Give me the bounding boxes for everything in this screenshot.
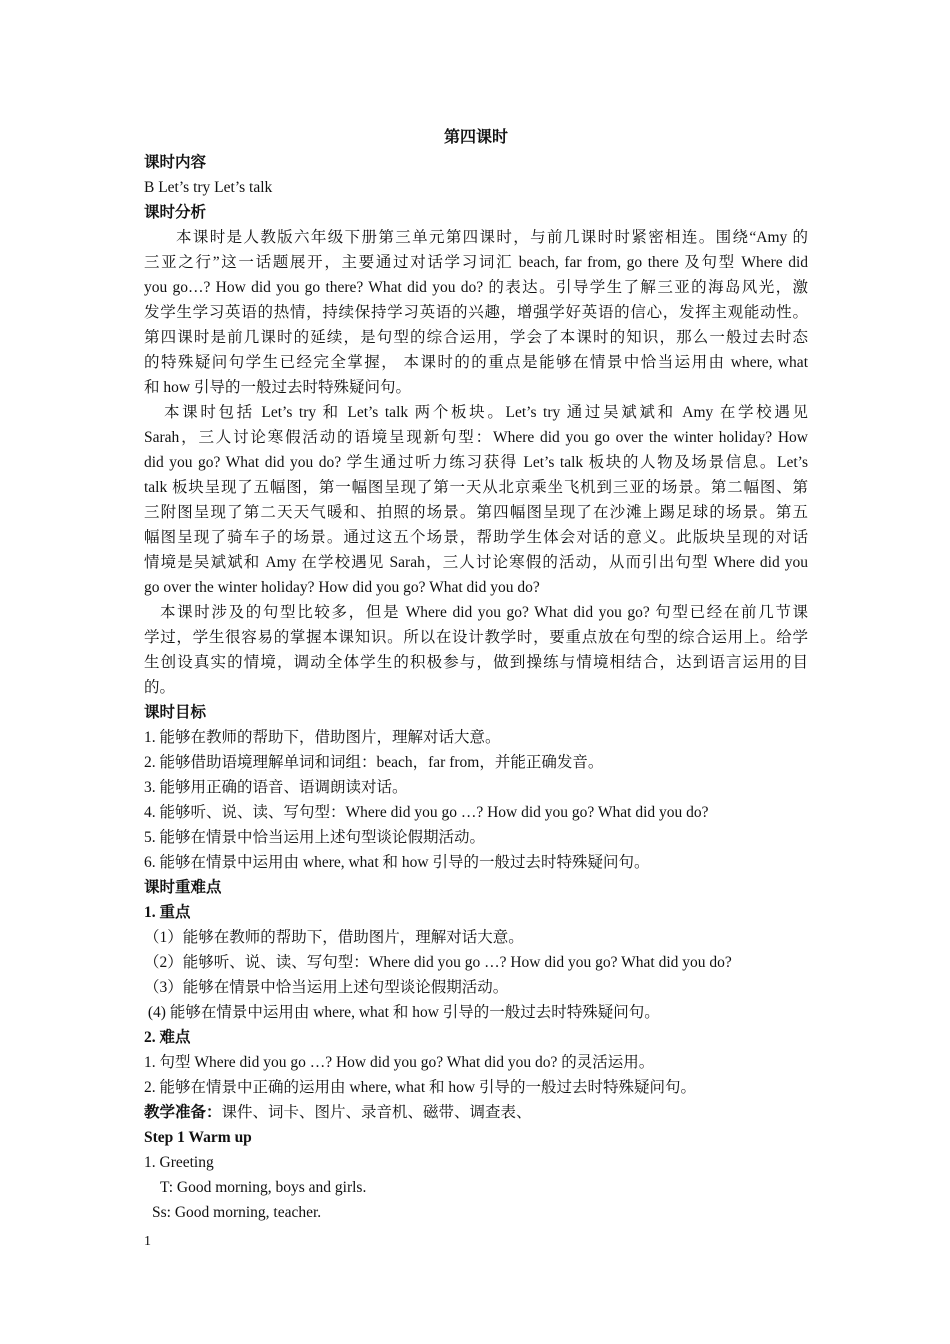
paragraph-line: you go…? How did you go there? What did you do? 的表达。引导学生了解三亚的海岛风光，激 <box>144 279 808 296</box>
key-heading: 1. 重点 <box>144 904 191 921</box>
paragraph-line: 和 how 引导的一般过去时特殊疑问句。 <box>144 379 411 396</box>
page-number: 1 <box>144 1234 151 1249</box>
key-point-item: （3）能够在情景中恰当运用上述句型谈论假期活动。 <box>144 979 509 996</box>
section-heading-goals: 课时目标 <box>144 704 207 721</box>
goal-item: 3. 能够用正确的语音、语调朗读对话。 <box>144 779 408 796</box>
section-heading-content: 课时内容 <box>144 154 207 171</box>
paragraph-line: 第四课时是前几课时的延续，是句型的综合运用，学会了本课时的知识，那么一般过去时态 <box>144 329 808 346</box>
paragraph-line: go over the winter holiday? How did you go? What did you do? <box>144 579 540 596</box>
dialog-line: T: Good morning, boys and girls. <box>160 1179 367 1196</box>
paragraph-line: 学过，学生很容易的掌握本课知识。所以在设计教学时，要重点放在句型的综合运用上。给学 <box>144 629 808 646</box>
paragraph-line: Sarah，三人讨论寒假活动的语境呈现新句型：Where did you go over the winter holiday? How <box>144 429 808 446</box>
difficulty-heading: 2. 难点 <box>144 1029 191 1046</box>
document-body <box>144 125 808 1225</box>
greeting-item: 1. Greeting <box>144 1154 214 1171</box>
paragraph-line: talk 板块呈现了五幅图，第一幅图呈现了第一天从北京乘坐飞机到三亚的场景。第二幅图、第 <box>144 479 808 496</box>
paragraph-line: 本课时包括 Let’s try 和 Let’s talk 两个板块。Let’s try 通过吴斌斌和 Amy 在学校遇见 <box>164 404 808 421</box>
goal-item: 2. 能够借助语境理解单词和词组：beach，far from，并能正确发音。 <box>144 754 604 771</box>
step-heading: Step 1 Warm up <box>144 1129 252 1146</box>
goal-item: 4. 能够听、说、读、写句型：Where did you go …? How did you go? What did you do? <box>144 804 709 821</box>
dialog-line: Ss: Good morning, teacher. <box>152 1204 322 1221</box>
paragraph-line: 发学生学习英语的热情，持续保持学习英语的兴趣，增强学好英语的信心，发挥主观能动性。 <box>144 304 808 321</box>
difficulty-item: 1. 句型 Where did you go …? How did you go? What did you do? 的灵活运用。 <box>144 1054 655 1071</box>
paragraph-line: 情境是吴斌斌和 Amy 在学校遇见 Sarah，三人讨论寒假的活动，从而引出句型 Where did you <box>144 554 808 571</box>
goal-item: 6. 能够在情景中运用由 where, what 和 how 引导的一般过去时特殊疑问句。 <box>144 854 650 871</box>
goal-item: 5. 能够在情景中恰当运用上述句型谈论假期活动。 <box>144 829 486 846</box>
paragraph-line: 幅图呈现了骑车子的场景。通过这五个场景，帮助学生体会对话的意义。此版块呈现的对话 <box>144 529 808 546</box>
paragraph-line: 的。 <box>144 679 176 696</box>
section-heading-key: 课时重难点 <box>144 879 222 896</box>
paragraph-line: 本课时是人教版六年级下册第三单元第四课时，与前几课时时紧密相连。围绕“Amy 的 <box>176 229 808 246</box>
paragraph-line: did you go? What did you do? 学生通过听力练习获得 Let’s talk 板块的人物及场景信息。Let’s <box>144 454 808 471</box>
paragraph-line: 本课时涉及的句型比较多，但是 Where did you go? What did you go? 句型已经在前几节课 <box>160 604 808 621</box>
lesson-title: 第四课时 <box>443 129 508 146</box>
content-text: B Let’s try Let’s talk <box>144 179 273 196</box>
preparation-text: 课件、词卡、图片、录音机、磁带、调查表、 <box>221 1104 532 1121</box>
key-point-item: （2）能够听、说、读、写句型：Where did you go …? How did you go? What did you do? <box>144 954 732 971</box>
preparation-label: 教学准备： <box>144 1104 222 1121</box>
paragraph-line: 三附图呈现了第二天天气暖和、拍照的场景。第四幅图呈现了在沙滩上踢足球的场景。第五 <box>144 504 808 521</box>
key-point-item: (4) 能够在情景中运用由 where, what 和 how 引导的一般过去时特殊疑问句。 <box>144 1004 660 1021</box>
paragraph-line: 的特殊疑问句学生已经完全掌握， 本课时的的重点是能够在情景中恰当运用由 where, what <box>144 354 808 371</box>
section-heading-analysis: 课时分析 <box>144 204 207 221</box>
difficulty-item: 2. 能够在情景中正确的运用由 where, what 和 how 引导的一般过去时特殊疑问句。 <box>144 1079 696 1096</box>
key-point-item: （1）能够在教师的帮助下，借助图片，理解对话大意。 <box>144 929 524 946</box>
paragraph-line: 生创设真实的情境，调动全体学生的积极参与，做到操练与情境相结合，达到语言运用的目 <box>144 654 808 671</box>
paragraph-line: 三亚之行”这一话题展开，主要通过对话学习词汇 beach, far from, go there 及句型 Where did <box>144 254 808 271</box>
preparation-line <box>144 1100 808 1125</box>
goal-item: 1. 能够在教师的帮助下，借助图片，理解对话大意。 <box>144 729 501 746</box>
